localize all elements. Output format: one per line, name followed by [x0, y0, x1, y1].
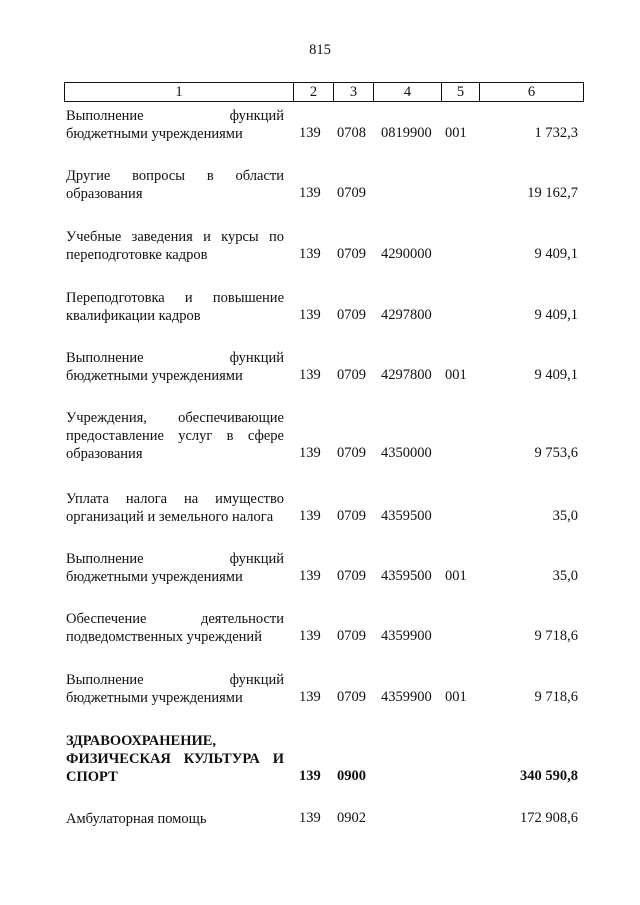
- row-description-line: переподготовке кадров: [66, 247, 208, 263]
- row-description-line: образования: [66, 186, 143, 202]
- row-admin-code: 139: [299, 185, 321, 201]
- row-description-line: Выполнение функций: [66, 551, 284, 567]
- row-description: [66, 409, 284, 463]
- row-description-line: Обеспечение деятельности: [66, 611, 284, 627]
- row-section-code: 0709: [337, 246, 366, 262]
- row-amount: 340 590,8: [520, 768, 578, 784]
- row-expense-type: 001: [445, 568, 467, 584]
- header-col-4: 4: [373, 83, 441, 101]
- row-target-code: 4290000: [381, 246, 432, 262]
- row-description-line: бюджетными учреждениями: [66, 126, 243, 142]
- row-amount: 9 718,6: [534, 689, 578, 705]
- row-admin-code: 139: [299, 125, 321, 141]
- row-description-line: ЗДРАВООХРАНЕНИЕ,: [66, 733, 217, 749]
- row-amount: 172 908,6: [520, 810, 578, 826]
- row-description-line: Учреждения, обеспечивающие: [66, 410, 284, 426]
- row-admin-code: 139: [299, 445, 321, 461]
- row-section-code: 0709: [337, 367, 366, 383]
- row-description: [66, 107, 284, 143]
- row-target-code: 4350000: [381, 445, 432, 461]
- row-amount: 9 409,1: [534, 307, 578, 323]
- row-section-code: 0709: [337, 689, 366, 705]
- row-description: [66, 732, 284, 786]
- row-section-code: 0708: [337, 125, 366, 141]
- row-admin-code: 139: [299, 689, 321, 705]
- row-admin-code: 139: [299, 307, 321, 323]
- row-amount: 1 732,3: [534, 125, 578, 141]
- row-description-line: Учебные заведения и курсы по: [66, 229, 284, 245]
- row-admin-code: 139: [299, 568, 321, 584]
- row-description: [66, 289, 284, 325]
- row-description-line: квалификации кадров: [66, 308, 201, 324]
- row-target-code: 4297800: [381, 307, 432, 323]
- header-col-2: 2: [293, 83, 333, 101]
- row-target-code: 4359500: [381, 568, 432, 584]
- header-col-3: 3: [333, 83, 373, 101]
- header-col-5: 5: [441, 83, 479, 101]
- row-description-line: бюджетными учреждениями: [66, 569, 243, 585]
- row-amount: 35,0: [552, 568, 578, 584]
- row-expense-type: 001: [445, 367, 467, 383]
- row-description: [66, 610, 284, 646]
- row-section-code: 0709: [337, 628, 366, 644]
- row-amount: 9 718,6: [534, 628, 578, 644]
- row-admin-code: 139: [299, 768, 321, 784]
- row-description: [66, 810, 284, 828]
- row-description: [66, 167, 284, 203]
- row-admin-code: 139: [299, 367, 321, 383]
- row-description-line: СПОРТ: [66, 769, 118, 785]
- row-description-line: образования: [66, 446, 143, 462]
- row-description-line: Выполнение функций: [66, 108, 284, 124]
- row-section-code: 0900: [337, 768, 366, 784]
- row-description-line: предоставление услуг в сфере: [66, 428, 284, 444]
- row-section-code: 0902: [337, 810, 366, 826]
- header-col-1: 1: [175, 84, 183, 100]
- row-section-code: 0709: [337, 568, 366, 584]
- row-amount: 9 409,1: [534, 367, 578, 383]
- row-description-line: Переподготовка и повышение: [66, 290, 284, 306]
- row-admin-code: 139: [299, 628, 321, 644]
- row-section-code: 0709: [337, 445, 366, 461]
- row-description-line: ФИЗИЧЕСКАЯ КУЛЬТУРА И: [66, 751, 284, 767]
- row-expense-type: 001: [445, 125, 467, 141]
- row-amount: 35,0: [552, 508, 578, 524]
- row-description-line: Уплата налога на имущество: [66, 491, 284, 507]
- row-section-code: 0709: [337, 307, 366, 323]
- row-target-code: 4359900: [381, 628, 432, 644]
- row-description-line: Амбулаторная помощь: [66, 811, 207, 827]
- row-section-code: 0709: [337, 508, 366, 524]
- row-target-code: 0819900: [381, 125, 432, 141]
- row-description: [66, 490, 284, 526]
- page-number: 815: [309, 42, 331, 58]
- row-description: [66, 228, 284, 264]
- row-amount: 9 409,1: [534, 246, 578, 262]
- row-description-line: Выполнение функций: [66, 672, 284, 688]
- row-description-line: организаций и земельного налога: [66, 509, 274, 525]
- row-amount: 19 162,7: [527, 185, 578, 201]
- row-description: [66, 349, 284, 385]
- row-target-code: 4297800: [381, 367, 432, 383]
- row-description-line: бюджетными учреждениями: [66, 368, 243, 384]
- row-expense-type: 001: [445, 689, 467, 705]
- row-target-code: 4359500: [381, 508, 432, 524]
- row-description-line: Другие вопросы в области: [66, 168, 284, 184]
- row-admin-code: 139: [299, 246, 321, 262]
- row-target-code: 4359900: [381, 689, 432, 705]
- row-description-line: подведомственных учреждений: [66, 629, 262, 645]
- row-amount: 9 753,6: [534, 445, 578, 461]
- row-description-line: Выполнение функций: [66, 350, 284, 366]
- row-description: [66, 671, 284, 707]
- header-col-6: 6: [479, 83, 583, 101]
- row-admin-code: 139: [299, 810, 321, 826]
- row-admin-code: 139: [299, 508, 321, 524]
- row-description-line: бюджетными учреждениями: [66, 690, 243, 706]
- row-section-code: 0709: [337, 185, 366, 201]
- row-description: [66, 550, 284, 586]
